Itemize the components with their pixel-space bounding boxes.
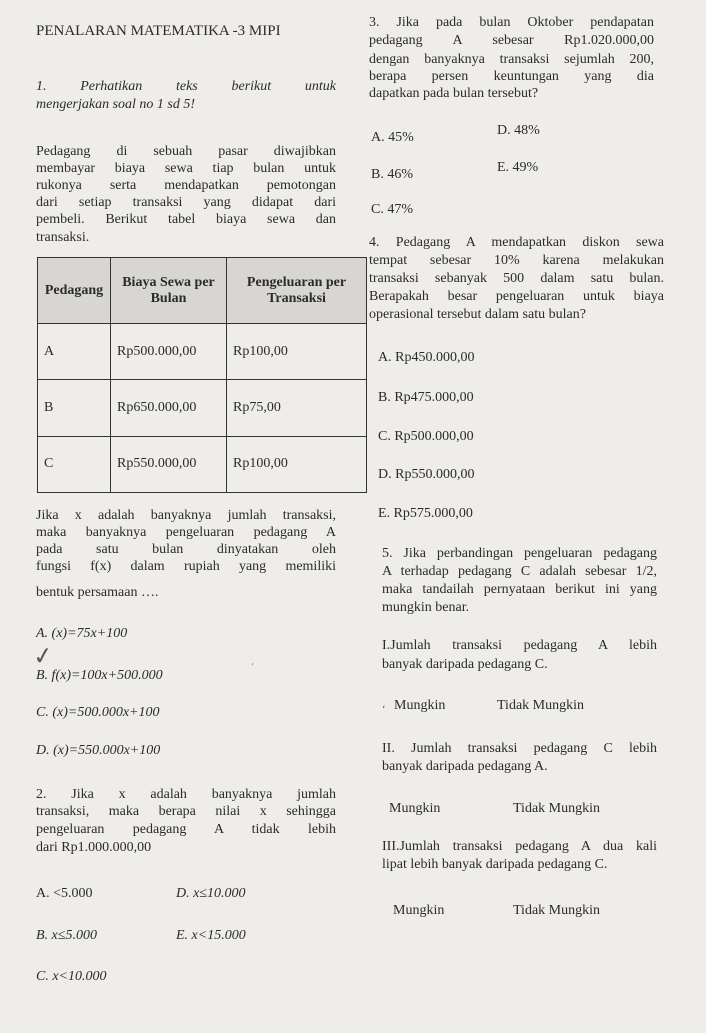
q2-stem-line: transaksi, maka berapa nilai x sehingga [36, 804, 336, 819]
q2-option-a[interactable]: A. <5.000 [36, 886, 93, 901]
q5-stem-line: A terhadap pedagang C adalah sebesar 1/2, [382, 564, 657, 579]
q3-option-e[interactable]: E. 49% [497, 160, 539, 175]
page-title: PENALARAN MATEMATIKA -3 MIPI [36, 23, 281, 39]
instruction-line-2: mengerjakan soal no 1 sd 5! [36, 97, 196, 112]
q4-option-e[interactable]: E. Rp575.000,00 [378, 506, 473, 521]
handwritten-checkmark: ✓ [31, 640, 55, 672]
q1-stem-line: bentuk persamaan …. [36, 585, 159, 600]
intro-line: membayar biaya sewa tiap bulan untuk [36, 161, 336, 176]
intro-line: transaksi. [36, 230, 90, 245]
q2-option-b[interactable]: B. x≤5.000 [36, 928, 97, 943]
pencil-dot-mark: ، [251, 658, 254, 668]
q1-stem-line: Jika x adalah banyaknya jumlah transaksi, [36, 508, 336, 523]
q3-stem-line: dengan banyaknya transaksi sejumlah 200, [369, 52, 654, 67]
q2-stem-line: pengeluaran pedagang A tidak lebih [36, 822, 336, 837]
q3-option-b[interactable]: B. 46% [371, 167, 413, 182]
q4-option-d[interactable]: D. Rp550.000,00 [378, 467, 475, 482]
q4-stem-line: operasional tersebut dalam satu bulan? [369, 307, 586, 322]
q3-stem-line: pedagang A sebesar Rp1.020.000,00 [369, 33, 654, 48]
statement-2-impossible[interactable]: Tidak Mungkin [513, 801, 601, 816]
table-row [38, 380, 367, 436]
q3-option-d[interactable]: D. 48% [497, 123, 540, 138]
q1-stem-line: pada satu bulan dinyatakan oleh [36, 542, 336, 557]
q2-option-e[interactable]: E. x<15.000 [176, 928, 246, 943]
q4-stem-line: tempat sebesar 10% karena melakukan [369, 253, 664, 268]
table-cell: B [38, 380, 111, 436]
q5-stem-line: 5. Jika perbandingan pengeluaran pedagang [382, 546, 657, 561]
q4-option-a[interactable]: A. Rp450.000,00 [378, 350, 475, 365]
table-cell: Rp100,00 [227, 324, 367, 380]
table-row [38, 436, 367, 492]
statement-1-impossible[interactable]: Tidak Mungkin [497, 698, 585, 713]
q4-option-c[interactable]: C. Rp500.000,00 [378, 429, 474, 444]
q4-stem-line: transaksi sebanyak 500 dalam satu bulan. [369, 271, 664, 286]
table-cell: A [38, 324, 111, 380]
q2-option-c[interactable]: C. x<10.000 [36, 969, 107, 984]
statement-1-line: banyak daripada pedagang C. [382, 657, 548, 672]
statement-3-line: III.Jumlah transaksi pedagang A dua kali [382, 839, 657, 854]
statement-3-impossible[interactable]: Tidak Mungkin [513, 903, 601, 918]
intro-line: dari setiap transaksi yang didapat dari [36, 195, 336, 210]
q3-stem-line: dapatkan pada bulan tersebut? [369, 86, 539, 101]
table-header: Pengeluaran per Transaksi [227, 258, 367, 324]
q1-option-b[interactable]: B. f(x)=100x+500.000 [36, 668, 163, 683]
intro-line: Pedagang di sebuah pasar diwajibkan [36, 144, 336, 159]
q4-stem-line: Berapakah besar pengeluaran untuk biaya [369, 289, 664, 304]
table-header: Pedagang [38, 258, 111, 324]
table-cell: Rp100,00 [227, 436, 367, 492]
statement-2-line: II. Jumlah transaksi pedagang C lebih [382, 741, 657, 756]
q3-option-a[interactable]: A. 45% [371, 130, 414, 145]
statement-1-possible[interactable]: Mungkin [394, 698, 446, 713]
statement-2-possible[interactable]: Mungkin [389, 801, 441, 816]
bullet-mark: ، [382, 700, 386, 711]
table-cell: Rp500.000,00 [111, 324, 227, 380]
q3-option-c[interactable]: C. 47% [371, 202, 413, 217]
q2-stem-line: 2. Jika x adalah banyaknya jumlah [36, 787, 336, 802]
table-cell: Rp650.000,00 [111, 380, 227, 436]
statement-1-line: I.Jumlah transaksi pedagang A lebih [382, 638, 657, 653]
instruction-line-1: 1. Perhatikan teks berikut untuk [36, 79, 336, 94]
q2-option-d[interactable]: D. x≤10.000 [176, 886, 246, 901]
table-cell: Rp75,00 [227, 380, 367, 436]
statement-2-line: banyak daripada pedagang A. [382, 759, 548, 774]
q1-option-d[interactable]: D. (x)=550.000x+100 [36, 743, 161, 758]
q5-stem-line: maka tandailah pernyataan berikut ini yang [382, 582, 657, 597]
q5-stem-line: mungkin benar. [382, 600, 470, 615]
statement-3-possible[interactable]: Mungkin [393, 903, 445, 918]
q1-option-a[interactable]: A. (x)=75x+100 [36, 626, 128, 641]
table-cell: Rp550.000,00 [111, 436, 227, 492]
table-cell: C [38, 436, 111, 492]
intro-line: pembeli. Berikut tabel biaya sewa dan [36, 212, 336, 227]
q3-stem-line: 3. Jika pada bulan Oktober pendapatan [369, 15, 654, 30]
table-row [38, 324, 367, 380]
q1-option-c[interactable]: C. (x)=500.000x+100 [36, 705, 160, 720]
q1-stem-line: fungsi f(x) dalam rupiah yang memiliki [36, 559, 336, 574]
q2-stem-line: dari Rp1.000.000,00 [36, 840, 152, 855]
q4-stem-line: 4. Pedagang A mendapatkan diskon sewa [369, 235, 664, 250]
intro-line: rukonya serta mendapatkan pemotongan [36, 178, 336, 193]
q3-stem-line: berapa persen keuntungan yang dia [369, 69, 654, 84]
statement-3-line: lipat lebih banyak daripada pedagang C. [382, 857, 608, 872]
q4-option-b[interactable]: B. Rp475.000,00 [378, 390, 474, 405]
table-header: Biaya Sewa per Bulan [111, 258, 227, 324]
rent-transaction-table [37, 257, 367, 493]
q1-stem-line: maka banyaknya pengeluaran pedagang A [36, 525, 336, 540]
